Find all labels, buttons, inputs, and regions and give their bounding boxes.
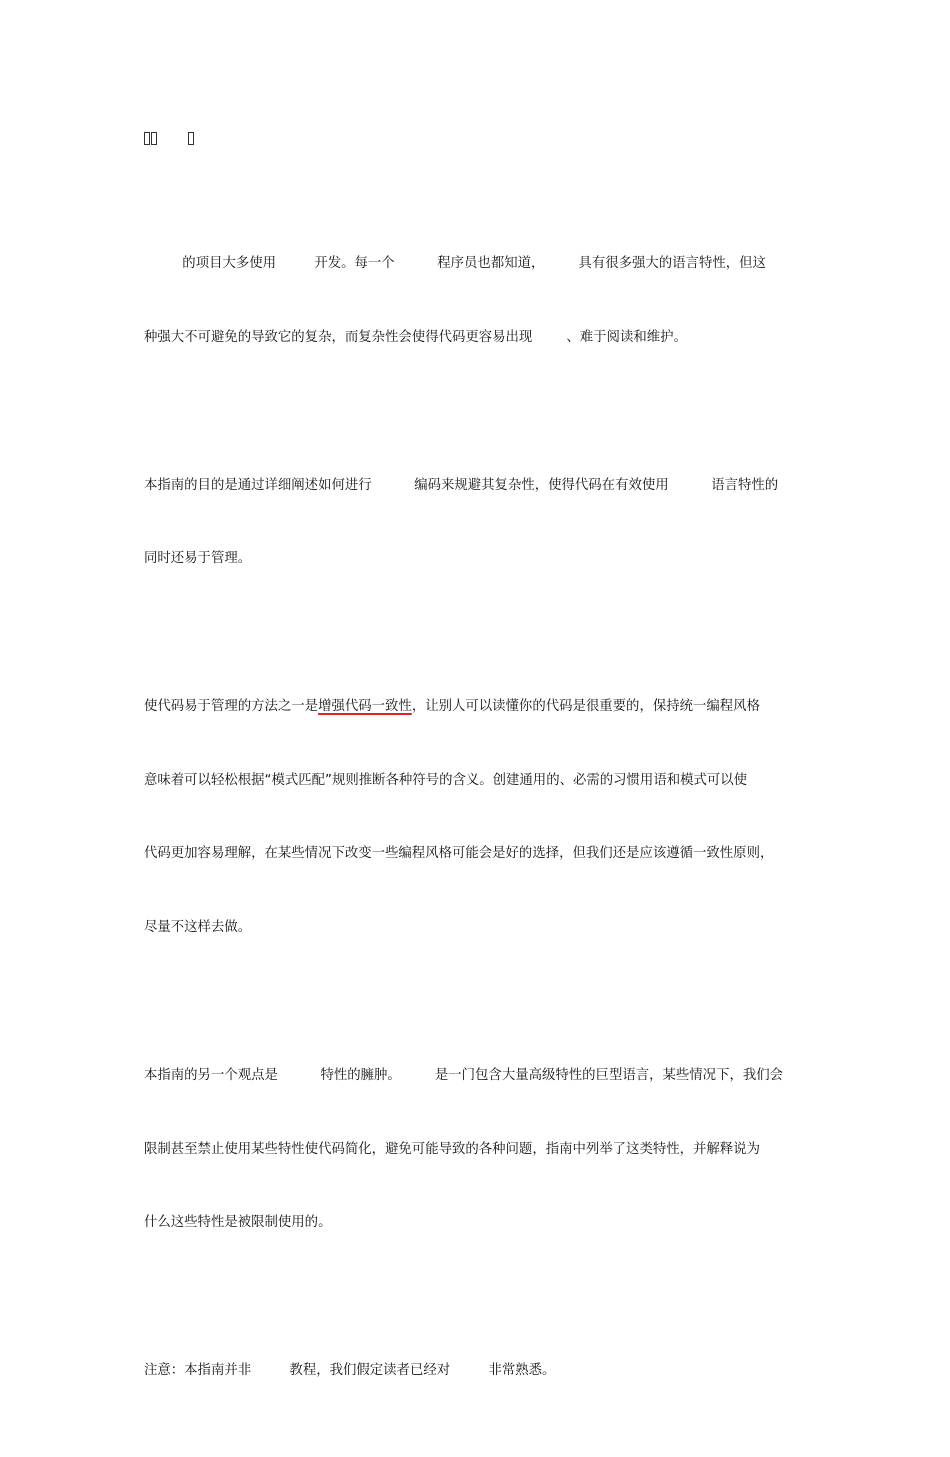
text-fragment: 使代码易于管理的方法之一是 [144,698,319,714]
text-line: 的项目大多使用 开发。每一个 程序员也都知道， 具有很多强大的语言特性，但这 [144,256,766,272]
text-line: 意味着可以轻松根据“模式匹配”规则推断各种符号的含义。创建通用的、必需的习惯用语和模式可以使 [144,772,748,788]
paragraph-intro [144,203,808,400]
text-fragment: ，让别人可以读懂你的代码是很重要的，保持统一编程风格 [411,698,760,714]
paragraph-consistency [144,646,808,990]
text-line: 尽量不这样去做。 [144,920,252,936]
text-line [144,695,808,720]
document-heading [144,128,195,148]
text-line: 本指南的目的是通过详细阐述如何进行 编码来规避其复杂性，使得代码在有效使用 语言特性的 [144,477,779,493]
text-line: 代码更加容易理解，在某些情况下改变一些编程风格可能会是好的选择，但我们还是应该遵循一致性原则， [144,846,774,862]
text-line: 同时还易于管理。 [144,551,252,567]
text-line: 什么这些特性是被限制使用的。 [144,1215,332,1231]
missing-glyph-icon [144,132,150,145]
text-line: 种强大不可避免的导致它的复杂，而复杂性会使得代码更容易出现 、难于阅读和维护。 [144,329,687,345]
text-line: 注意：本指南并非 教程，我们假定读者已经对 非常熟悉。 [144,1362,556,1378]
paragraph-bloat [144,1015,808,1286]
spellcheck-underlined-text: 增强代码一致性 [318,698,412,714]
text-line: 本指南的另一个观点是 特性的臃肿。 是一门包含大量高级特性的巨型语言，某些情况下，我们会 [144,1067,784,1083]
missing-glyph-icon [151,132,157,145]
text-line: 限制甚至禁止使用某些特性使代码简化，避免可能导致的各种问题，指南中列举了这类特性，并解释说为 [144,1141,760,1157]
document-body [144,203,808,1457]
paragraph-note [144,1310,808,1433]
missing-glyph-icon [188,132,194,145]
paragraph-purpose [144,424,808,621]
